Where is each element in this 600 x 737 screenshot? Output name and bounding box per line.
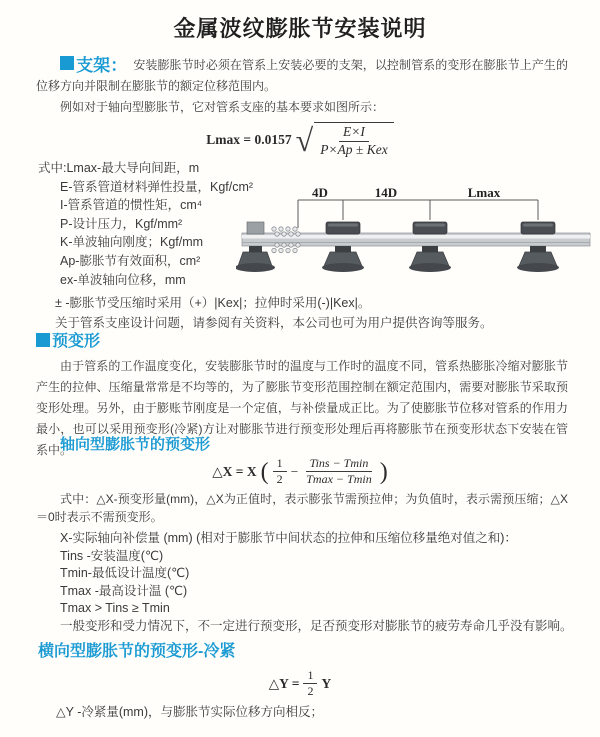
- axial-line: Tmax -最高设计温 (℃): [60, 583, 188, 598]
- support-example-text: 例如对于轴向型膨胀节，它对管系支座的基本要求如图所示：: [60, 100, 385, 114]
- section-support: [36, 55, 568, 118]
- var-line: I-管系管道的惯性矩，cm⁴: [60, 198, 203, 213]
- var-line: K-单波轴向刚度；Kgf/mm: [60, 235, 204, 250]
- right-paren: ): [379, 458, 388, 485]
- support-intro-text: 安装膨胀节时必须在管系上安装必要的支架，以控制管系的变形在膨胀节上产生的位移方向并限制在膨胀节的额定位移范围内。: [36, 58, 568, 93]
- axial-line: X-实际轴向补偿量 (mm) (相对于膨胀节中间状态的拉伸和压缩位移量绝对值之和)：: [60, 531, 517, 545]
- preform-section-heading: 预变形: [52, 333, 101, 350]
- formula-lmax-denominator: P×Ap ± Kex: [320, 141, 388, 157]
- left-paren: (: [260, 458, 269, 485]
- formula-lmax: [0, 122, 600, 159]
- formula-dy-lhs: △Y =: [268, 675, 300, 691]
- formula-dx-temp-frac: $\frac{\text{Tins − Tmin}}{Tmax - Tmin}$: [306, 456, 372, 486]
- sqrt-radical-icon: √: [295, 122, 314, 159]
- axial-line: Tmax > Tins ≥ Tmin: [60, 601, 170, 615]
- preform-body-text: 由于管系的工作温度变化，安装膨胀节时的温度与工作时的温度不同，管系热膨胀冷缩对膨胀节产生的拉伸、压缩量常常是不均等的，为了膨胀节变形范围控制在额定范围内，需要对膨胀节采取预变形处理。另外，由于膨账节刚度是一个定值，与补偿量成正比。为了使膨胀节位移对管系的作用力最小，也可以采用预变形(冷紧)方让对膨胀节进行预变形处理后再将膨胀节在预变形状态下安装在管系中。: [36, 359, 568, 457]
- formula-lmax-lhs: Lmax = 0.0157: [206, 132, 292, 148]
- axial-sub-heading: 轴向型膨胀节的预变形: [60, 436, 211, 453]
- minus-sign: −: [290, 463, 299, 479]
- formula-lmax-radicand: [314, 122, 394, 159]
- formula-delta-y: [0, 668, 600, 699]
- note-line: 关于管系支座设计问题，请参阅有关资料，本公司也可为用户提供咨询等服务。: [55, 315, 493, 330]
- dim-label-14d: 14D: [374, 186, 398, 200]
- anchor-support-icon: [236, 222, 275, 272]
- var-line: E-管系管道材料弹性投量，Kgf/cm²: [60, 179, 254, 194]
- formula-dy-half: $\frac{1}{2}$: [303, 668, 317, 699]
- support-notes: [38, 294, 578, 333]
- guide-support-icon: [409, 222, 451, 272]
- var-line: Ap-膨胀节有效面积，cm²: [60, 253, 201, 268]
- axial-var-list: [60, 530, 580, 635]
- var-line: P-设计压力，Kgf/mm²: [60, 216, 183, 231]
- formula-lmax-numerator: E×I: [339, 124, 369, 142]
- lateral-note-text: △Y -冷紧量(mm)，与膨胀节实际位移方向相反；: [56, 705, 324, 719]
- formula-dx-lhs: △X = X: [212, 463, 257, 479]
- note-line: ± -膨胀节受压缩时采用（+）|Kex|；拉伸时采用(-)|Kex|。: [55, 296, 371, 310]
- formula-dx-half: $\frac{1}{2}$: [273, 456, 287, 487]
- var-line: 式中:Lmax-最大导向间距，m: [38, 161, 200, 175]
- section-bullet-icon: [36, 333, 50, 347]
- guide-support-icon: [517, 222, 559, 272]
- guide-support-icon: [322, 222, 364, 272]
- section-bullet-icon: [60, 56, 74, 70]
- pipe: [242, 233, 590, 246]
- axial-desc-text: 式中：△X-预变形量(mm)，△X为正值时，表示膨张节需预拉伸；为负值时，表示需预压缩；△X＝0时表示不需预变形。: [36, 492, 568, 524]
- support-section-heading: 支架：: [76, 56, 128, 75]
- axial-line: Tins -安装温度(℃): [60, 548, 164, 563]
- formula-delta-x: [0, 456, 600, 487]
- formula-dy-rhs: Y: [321, 675, 332, 691]
- var-line: ex-单波轴向位移，mm: [60, 272, 186, 287]
- lateral-sub-heading: 横向型膨胀节的预变形-冷紧: [38, 643, 236, 660]
- dim-label-lmax: Lmax: [467, 186, 501, 200]
- dim-label-4d: 4D: [312, 186, 328, 200]
- axial-line: Tmin-最低设计温度(℃): [60, 566, 190, 580]
- axial-line: 一般变形和受力情况下，不一定进行预变形，足否预变形对膨胀节的疲劳寿命几乎没有影响。: [60, 618, 573, 633]
- pipe-support-diagram: [236, 186, 596, 286]
- page-title: 金属波纹膨胀节安装说明: [173, 16, 427, 41]
